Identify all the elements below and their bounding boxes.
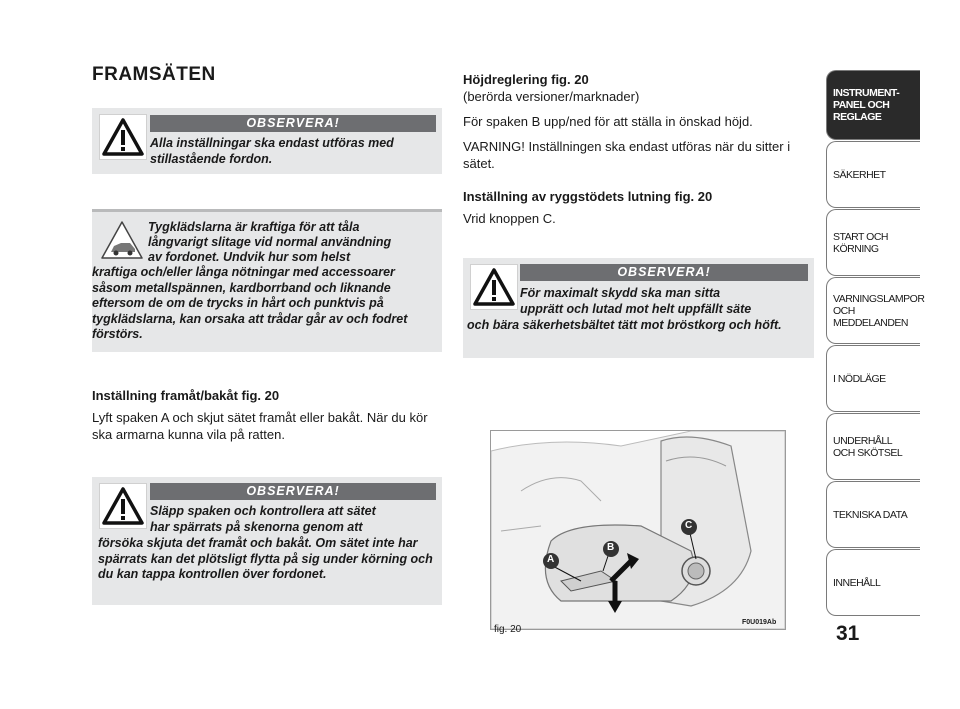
figure-code: F0U019Ab: [742, 619, 777, 626]
notice-header: OBSERVERA!: [520, 264, 808, 281]
note-line-1: Tygklädslarna är kraftiga för att tåla: [148, 220, 360, 234]
sidebar-item-technical-data[interactable]: TEKNISKA DATA: [826, 481, 920, 548]
backrest-text: Vrid knoppen C.: [463, 211, 556, 226]
warning-icon: [99, 114, 147, 160]
notice-box-2: [92, 477, 442, 605]
height-text-1: För spaken B upp/ned för att ställa in önskad höjd.: [463, 114, 753, 129]
height-text-2: VARNING! Inställningen ska endast utföras när du sitter i sätet.: [463, 139, 791, 171]
notice-rest: och bära säkerhetsbältet tätt mot bröstkorg och höft.: [467, 318, 782, 332]
upholstery-note-box: [92, 212, 442, 352]
note-rest: kraftiga och/eller långa nötningar med accessoarer såsom metallspännen, kardborrband och liknande eftersom de om de trycks in hårt och punktvis på tygklädslarna, kan orsaka att trådar går av och fodret förstörs.: [92, 265, 408, 341]
notice-line-1: Släpp spaken och kontrollera att sätet: [150, 504, 376, 518]
notice-box-3: [463, 258, 814, 358]
warning-icon: [470, 264, 518, 310]
car-seat-care-icon: [99, 218, 145, 262]
page-number: 31: [836, 622, 860, 645]
page-title: FRAMSÄTEN: [92, 64, 216, 85]
seat-illustration: [491, 431, 785, 629]
fore-aft-text: Lyft spaken A och skjut sätet framåt eller bakåt. När du kör ska armarna kunna vila på ratten.: [92, 410, 428, 442]
sidebar-item-maintenance[interactable]: UNDERHÅLL OCH SKÖTSEL: [826, 413, 920, 480]
warning-icon: [99, 483, 147, 529]
notice-line-2: upprätt och lutad mot helt uppfällt säte: [520, 302, 752, 316]
notice-header: OBSERVERA!: [150, 115, 436, 132]
label-b: B: [607, 542, 615, 553]
sidebar-item-instrumentpanel[interactable]: INSTRUMENT- PANEL OCH REGLAGE: [826, 70, 920, 140]
sidebar-item-start[interactable]: START OCH KÖRNING: [826, 209, 920, 276]
notice-line-1: För maximalt skydd ska man sitta: [520, 286, 721, 300]
backrest-heading: Inställning av ryggstödets lutning fig. 20: [463, 189, 713, 204]
sidebar-item-warnings[interactable]: VARNINGSLAMPOR OCH MEDDELANDEN: [826, 277, 920, 344]
sidebar-item-safety[interactable]: SÄKERHET: [826, 141, 920, 208]
notice-text: Alla inställningar ska endast utföras med stillastående fordon.: [150, 136, 394, 166]
notice-header: OBSERVERA!: [150, 483, 436, 500]
height-heading: Höjdreglering fig. 20: [463, 72, 589, 87]
note-line-2: långvarigt slitage vid normal användning: [148, 235, 392, 249]
figure-caption: fig. 20: [494, 624, 522, 635]
fore-aft-heading: Inställning framåt/bakåt fig. 20: [92, 388, 280, 403]
label-c: C: [685, 520, 693, 531]
sidebar-item-contents[interactable]: INNEHÅLL: [826, 549, 920, 616]
label-a: A: [547, 554, 555, 565]
notice-rest: försöka skjuta det framåt och bakåt. Om sätet inte har spärrats kan det plötsligt flytta på sig under körning och du kan tappa kontrollen över fordonet.: [98, 536, 433, 581]
sidebar-item-emergency[interactable]: I NÖDLÄGE: [826, 345, 920, 412]
seat-figure: [490, 430, 786, 630]
note-line-3: av fordonet. Undvik hur som helst: [148, 250, 351, 264]
height-sub: (berörda versioner/marknader): [463, 89, 640, 104]
notice-line-2: har spärrats på skenorna genom att: [150, 520, 363, 534]
notice-box-1: [92, 108, 442, 174]
